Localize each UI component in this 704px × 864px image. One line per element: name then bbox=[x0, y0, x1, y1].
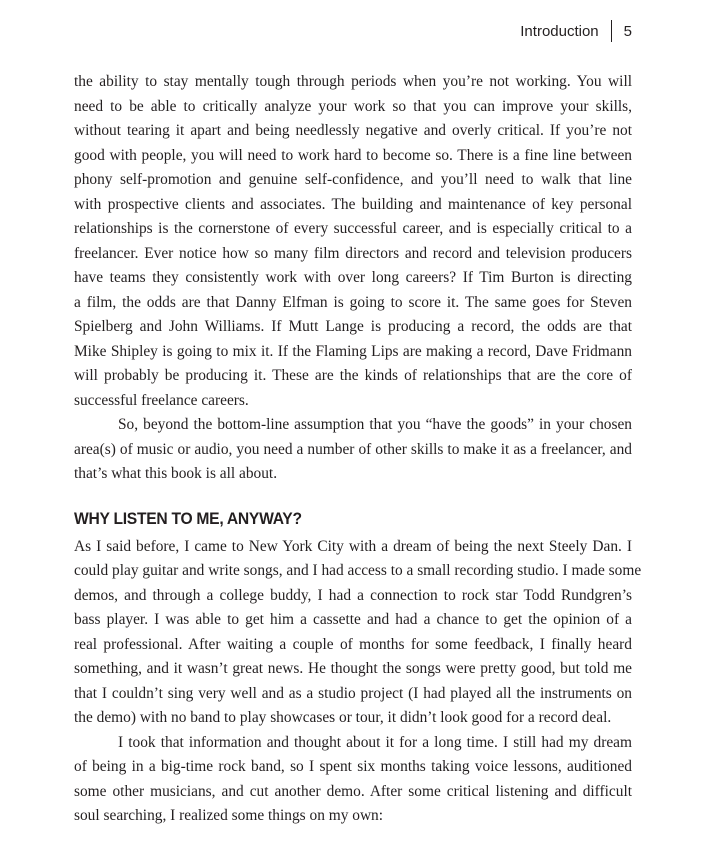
text-line: need to be able to critically analyze your work so that you can improve your skills, bbox=[74, 97, 632, 115]
paragraph bbox=[74, 70, 632, 413]
text-line: soul searching, I realized some things on my own: bbox=[74, 807, 384, 824]
text-line: good with people, you will need to work hard to become so. There is a fine line between bbox=[74, 146, 632, 164]
text-line: the ability to stay mentally tough through periods when you’re not working. You will bbox=[74, 73, 632, 90]
text-line: I took that information and thought about it for a long time. I still had my dream bbox=[118, 733, 632, 751]
text-line: some other musicians, and cut another demo. After some critical listening and difficult bbox=[74, 782, 632, 800]
text-line: with prospective clients and associates. The building and maintenance of key personal bbox=[74, 195, 632, 213]
text-line: relationships is the cornerstone of every successful career, and is especially critical to a bbox=[74, 220, 632, 237]
text-line: that I couldn’t sing very well and as a studio project (I had played all the instruments on bbox=[74, 684, 632, 702]
text-line: Spielberg and John Williams. If Mutt Lange is producing a record, the odds are that bbox=[74, 318, 632, 335]
text-line: without tearing it apart and being needlessly negative and overly critical. If you’re not bbox=[74, 122, 632, 139]
text-line: freelancer. Ever notice how so many film directors and record and television producers bbox=[74, 244, 632, 262]
page-number: 5 bbox=[623, 22, 632, 40]
text-line: will probably be producing it. These are the kinds of relationships that are the core of bbox=[74, 367, 632, 384]
text-line: of being in a big-time rock band, so I spent six months taking voice lessons, auditioned bbox=[74, 758, 632, 775]
section-heading: WHY LISTEN TO ME, ANYWAY? bbox=[74, 508, 302, 528]
paragraph bbox=[74, 535, 642, 731]
text-line: could play guitar and write songs, and I had access to a small recording studio. I made some bbox=[74, 562, 642, 579]
page-body bbox=[74, 70, 642, 829]
text-line: have teams they consistently work with over long careers? If Tim Burton is directing bbox=[74, 269, 632, 286]
text-line: the demo) with no band to play showcases or tour, it didn’t look good for a record deal. bbox=[74, 709, 612, 726]
text-line: So, beyond the bottom-line assumption that you “have the goods” in your chosen bbox=[118, 416, 632, 433]
text-line: phony self-promotion and genuine self-confidence, and you’ll need to walk that line bbox=[74, 171, 632, 188]
body-text-before bbox=[74, 70, 632, 487]
body-text-after bbox=[74, 535, 642, 829]
text-line: a film, the odds are that Danny Elfman is going to score it. The same goes for Steven bbox=[74, 293, 632, 311]
text-line: successful freelance careers. bbox=[74, 391, 249, 409]
header-divider bbox=[611, 20, 612, 42]
text-line: Mike Shipley is going to mix it. If the Flaming Lips are making a record, Dave Fridmann bbox=[74, 342, 632, 360]
text-line: that’s what this book is all about. bbox=[74, 465, 278, 482]
text-line: bass player. I was able to get him a cassette and had a chance to get the opinion of a bbox=[74, 611, 632, 628]
text-line: something, and it wasn’t great news. He thought the songs were pretty good, but told me bbox=[74, 660, 632, 677]
text-line: demos, and through a college buddy, I had a connection to rock star Todd Rundgren’s bbox=[74, 586, 632, 604]
running-header bbox=[520, 20, 632, 42]
text-line: real professional. After waiting a couple of months for some feedback, I finally heard bbox=[74, 635, 632, 653]
text-line: As I said before, I came to New York City with a dream of being the next Steely Dan. I bbox=[74, 537, 632, 555]
chapter-title: Introduction bbox=[520, 22, 599, 40]
paragraph bbox=[74, 413, 632, 487]
text-line: area(s) of music or audio, you need a number of other skills to make it as a freelancer, and bbox=[74, 440, 632, 458]
paragraph bbox=[74, 731, 632, 829]
